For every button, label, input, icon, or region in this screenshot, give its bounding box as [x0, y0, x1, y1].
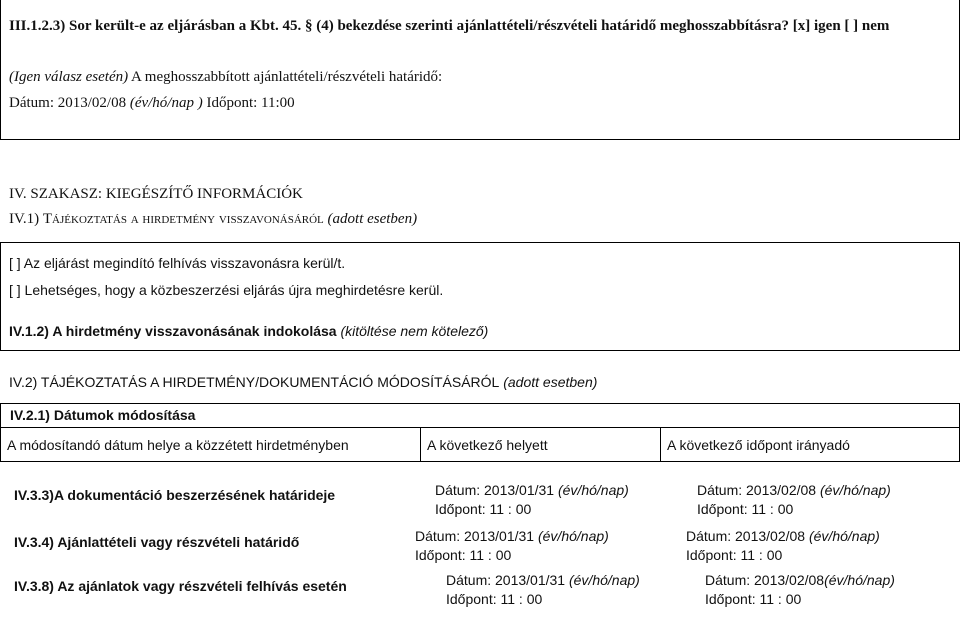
iv12-heading	[9, 323, 488, 339]
iv12-title: IV.1.2) A hirdetmény visszavonásának indokolása	[9, 323, 337, 339]
date-format-note: (év/hó/nap )	[129, 95, 203, 111]
old-time-value: Időpont: 11 : 00	[415, 547, 512, 563]
header-location	[1, 428, 421, 461]
new-time-value: Időpont: 11 : 00	[705, 591, 802, 607]
withdrawal-option-2: [ ] Lehetséges, hogy a közbeszerzési eljárás újra meghirdetésre kerül.	[9, 282, 444, 298]
new-date-unit: (év/hó/nap)	[824, 572, 895, 588]
header-instead-of	[421, 428, 661, 461]
old-date-value: Dátum: 2013/01/31	[435, 482, 558, 498]
new-date-value: Dátum: 2013/02/08	[705, 572, 825, 588]
new-date	[686, 527, 880, 565]
new-time-value: Időpont: 11 : 00	[686, 547, 783, 563]
header-new-date	[661, 428, 960, 461]
old-date	[446, 571, 640, 609]
iv1-prefix: IV.1)	[9, 211, 43, 227]
new-date	[705, 571, 895, 609]
deadline-extension-question: III.1.2.3) Sor került-e az eljárásban a Kbt. 45. § (4) bekezdése szerinti ajánlattételi/részvételi határidő meghosszabbításra? [x] igen [ ] nem	[9, 18, 890, 34]
old-date-value: Dátum: 2013/01/31	[446, 572, 569, 588]
date-label: Dátum: 2013/02/08	[9, 95, 130, 111]
new-date-value: Dátum: 2013/02/08	[697, 482, 820, 498]
iv21-subheading-box	[0, 403, 960, 427]
yes-answer-note: (Igen válasz esetén)	[9, 69, 129, 85]
new-date	[697, 481, 891, 519]
extended-deadline-value	[9, 95, 295, 112]
withdrawal-option-1: [ ] Az eljárást megindító felhívás visszavonásra kerül/t.	[9, 255, 346, 271]
iv2-note: (adott esetben)	[499, 374, 598, 390]
old-time-value: Időpont: 11 : 00	[446, 591, 543, 607]
iv1-title: Tájékoztatás a hirdetmény visszavonásáról	[42, 211, 324, 227]
new-date-value: Dátum: 2013/02/08	[686, 528, 809, 544]
iv12-note: (kitöltése nem kötelező)	[336, 323, 489, 339]
old-date-unit: (év/hó/nap)	[568, 572, 640, 588]
row-label: IV.3.3)A dokumentáció beszerzésének határideje	[14, 487, 336, 503]
iv1-note: (adott esetben)	[323, 211, 418, 227]
new-date-unit: (év/hó/nap)	[819, 482, 891, 498]
header-location-label: A módosítandó dátum helye a közzétett hirdetményben	[7, 436, 349, 453]
old-date-unit: (év/hó/nap)	[557, 482, 629, 498]
old-date-unit: (év/hó/nap)	[537, 528, 609, 544]
new-date-unit: (év/hó/nap)	[808, 528, 880, 544]
iv2-title: IV.2) TÁJÉKOZTATÁS A HIRDETMÉNY/DOKUMENTÁCIÓ MÓDOSÍTÁSÁRÓL	[9, 374, 500, 390]
iv2-heading	[9, 374, 597, 390]
section-iv-title: IV. SZAKASZ: KIEGÉSZÍTŐ INFORMÁCIÓK	[9, 186, 303, 202]
old-date	[415, 527, 609, 565]
row-label: IV.3.4) Ajánlattételi vagy részvételi határidő	[14, 534, 300, 550]
header-instead-of-label: A következő helyett	[427, 436, 548, 453]
iv1-heading	[9, 211, 417, 228]
old-date-value: Dátum: 2013/01/31	[415, 528, 538, 544]
iv21-subheading: IV.2.1) Dátumok módosítása	[10, 407, 196, 423]
old-time-value: Időpont: 11 : 00	[435, 501, 532, 517]
extended-deadline-text: A meghosszabbított ajánlattételi/részvételi határidő:	[128, 69, 443, 85]
row-label: IV.3.8) Az ajánlatok vagy részvételi felhívás esetén	[14, 578, 347, 594]
dates-table-header	[0, 427, 960, 462]
new-time-value: Időpont: 11 : 00	[697, 501, 794, 517]
header-new-date-label: A következő időpont irányadó	[667, 436, 850, 453]
time-label: Időpont: 11:00	[202, 95, 295, 111]
extended-deadline-label	[9, 69, 442, 86]
old-date	[435, 481, 629, 519]
